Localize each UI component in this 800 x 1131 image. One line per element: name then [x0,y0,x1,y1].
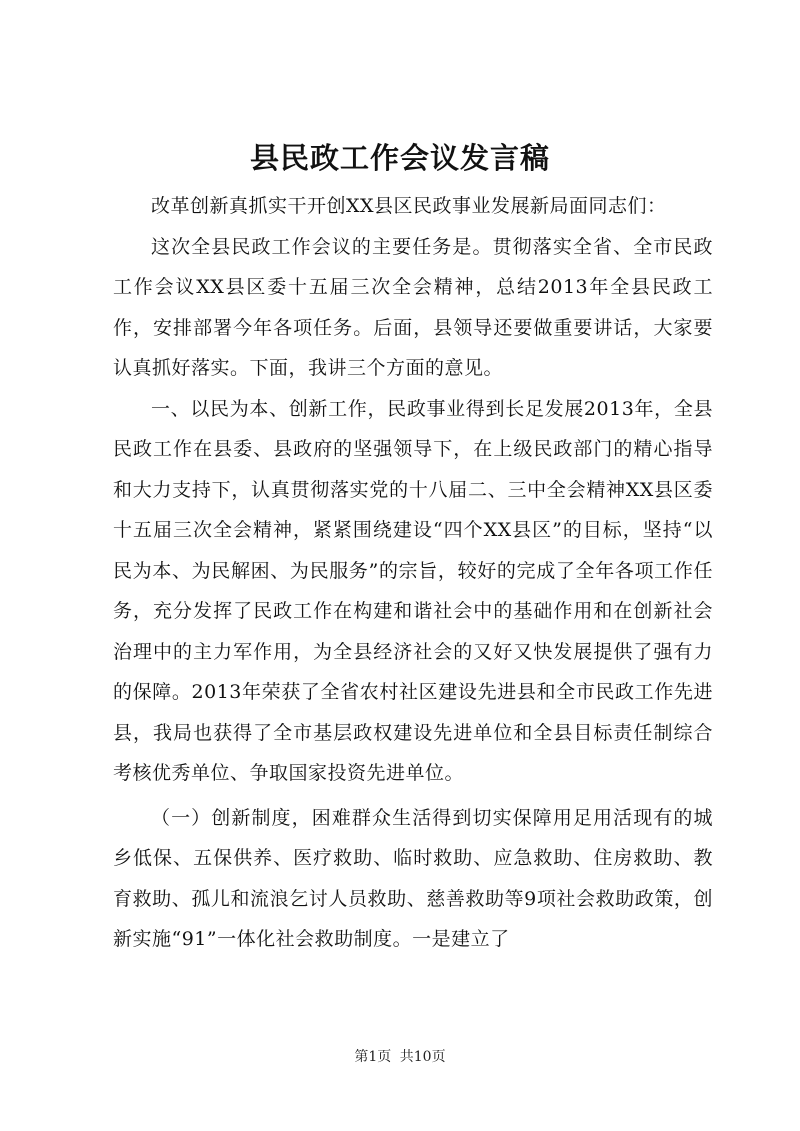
paragraph-section-one: 一、以民为本、创新工作，民政事业得到长足发展2013年，全县民政工作在县委、县政府的坚强领导下，在上级民政部门的精心指导和大力支持下，认真贯彻落实党的十八届二、三中全会精神XX县区委十五届三次全会精神，紧紧围绕建设“四个XX县区”的目标，坚持“以民为本、为民解困、为民服务”的宗旨，较好的完成了全年各项工作任务，充分发挥了民政工作在构建和谐社会中的基础作用和在创新社会治理中的主力军作用，为全县经济社会的又好又快发展提供了强有力的保障。2013年荣获了全省农村社区建设先进县和全市民政工作先进县，我局也获得了全市基层政权建设先进单位和全县目标责任制综合考核优秀单位、争取国家投资先进单位。 [113,397,713,784]
page-footer [0,1047,800,1067]
paragraph-subsection-one: （一）创新制度，困难群众生活得到切实保障用足用活现有的城乡低保、五保供养、医疗救助、临时救助、应急救助、住房救助、教育救助、孤儿和流浪乞讨人员救助、慈善救助等9项社会救助政策，创新实施“91”一体化社会救助制度。一是建立了 [113,806,713,950]
page-total: 共10页 [399,1049,446,1065]
document-body [113,186,713,960]
document-title: 县民政工作会议发言稿 [249,141,550,175]
paragraph-intro: 这次全县民政工作会议的主要任务是。贯彻落实全省、全市民政工作会议XX县区委十五届三次全会精神，总结2013年全县民政工作，安排部署今年各项任务。后面，县领导还要做重要讲话，大家要认真抓好落实。下面，我讲三个方面的意见。 [113,235,713,379]
paragraph-greeting: 改革创新真抓实干开创XX县区民政事业发展新局面同志们： [151,195,667,217]
page-number: 第1页 [354,1049,392,1065]
